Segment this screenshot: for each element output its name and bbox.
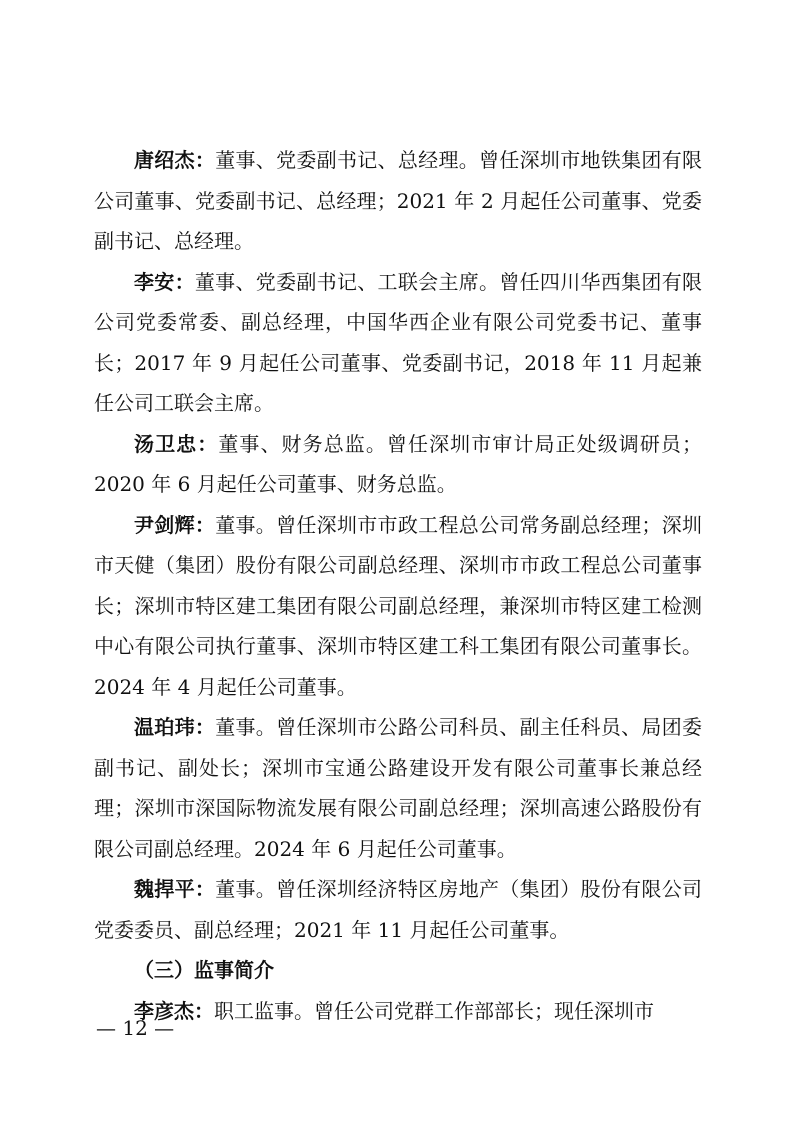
person-name: 尹剑辉： xyxy=(134,512,216,537)
person-name: 唐绍杰： xyxy=(134,148,216,172)
paragraph-yin-jianhui xyxy=(94,505,702,708)
paragraph-text: 董事。曾任深圳市市政工程总公司常务副总经理；深圳市天健（集团）股份有限公司副总经理、深圳市市政工程总公司董事长；深圳市特区建工集团有限公司副总经理，兼深圳市特区建工检测中心有限公司执行董事、深圳市特区建工科工集团有限公司董事长。2024 年 4 月起任公司董事。 xyxy=(94,512,703,699)
paragraph-li-yanjie xyxy=(94,991,702,1032)
paragraph-li-an xyxy=(94,262,702,424)
paragraph-text: 董事、财务总监。曾任深圳市审计局正处级调研员；2020 年 6 月起任公司董事、财务总监。 xyxy=(94,431,703,496)
paragraph-text: 董事。曾任深圳经济特区房地产（集团）股份有限公司党委委员、副总经理；2021 年 11 月起任公司董事。 xyxy=(94,877,703,942)
paragraph-text: 董事、党委副书记、工联会主席。曾任四川华西集团有限公司党委常委、副总经理，中国华西企业有限公司党委书记、董事长；2017 年 9 月起任公司董事、党委副书记，2018 年 11 月起兼任公司工联会主席。 xyxy=(94,269,703,415)
person-name: 李安： xyxy=(134,269,195,294)
page-number: — 12 — xyxy=(96,1016,175,1040)
person-name: 汤卫忠： xyxy=(134,431,219,456)
section-title: （三）监事简介 xyxy=(134,958,274,982)
paragraph-text: 董事、党委副书记、总经理。曾任深圳市地铁集团有限公司董事、党委副书记、总经理；2021 年 2 月起任公司董事、党委副书记、总经理。 xyxy=(94,148,703,253)
document-body xyxy=(94,140,702,1031)
paragraph-wen-powei xyxy=(94,707,702,869)
person-name: 李彦杰： xyxy=(134,998,214,1023)
person-name: 魏捍平： xyxy=(134,877,216,901)
paragraph-tang-shaojie xyxy=(94,140,702,262)
paragraph-tang-weizhong xyxy=(94,424,702,505)
paragraph-text: 董事。曾任深圳市公路公司科员、副主任科员、局团委副书记、副处长；深圳市宝通公路建设开发有限公司董事长兼总经理；深圳市深国际物流发展有限公司副总经理；深圳高速公路股份有限公司副总经理。2024 年 6 月起任公司董事。 xyxy=(94,715,703,861)
paragraph-wei-hanping xyxy=(94,869,702,950)
person-name: 温珀玮： xyxy=(134,715,216,739)
paragraph-text: 职工监事。曾任公司党群工作部部长；现任深圳市 xyxy=(214,998,654,1023)
